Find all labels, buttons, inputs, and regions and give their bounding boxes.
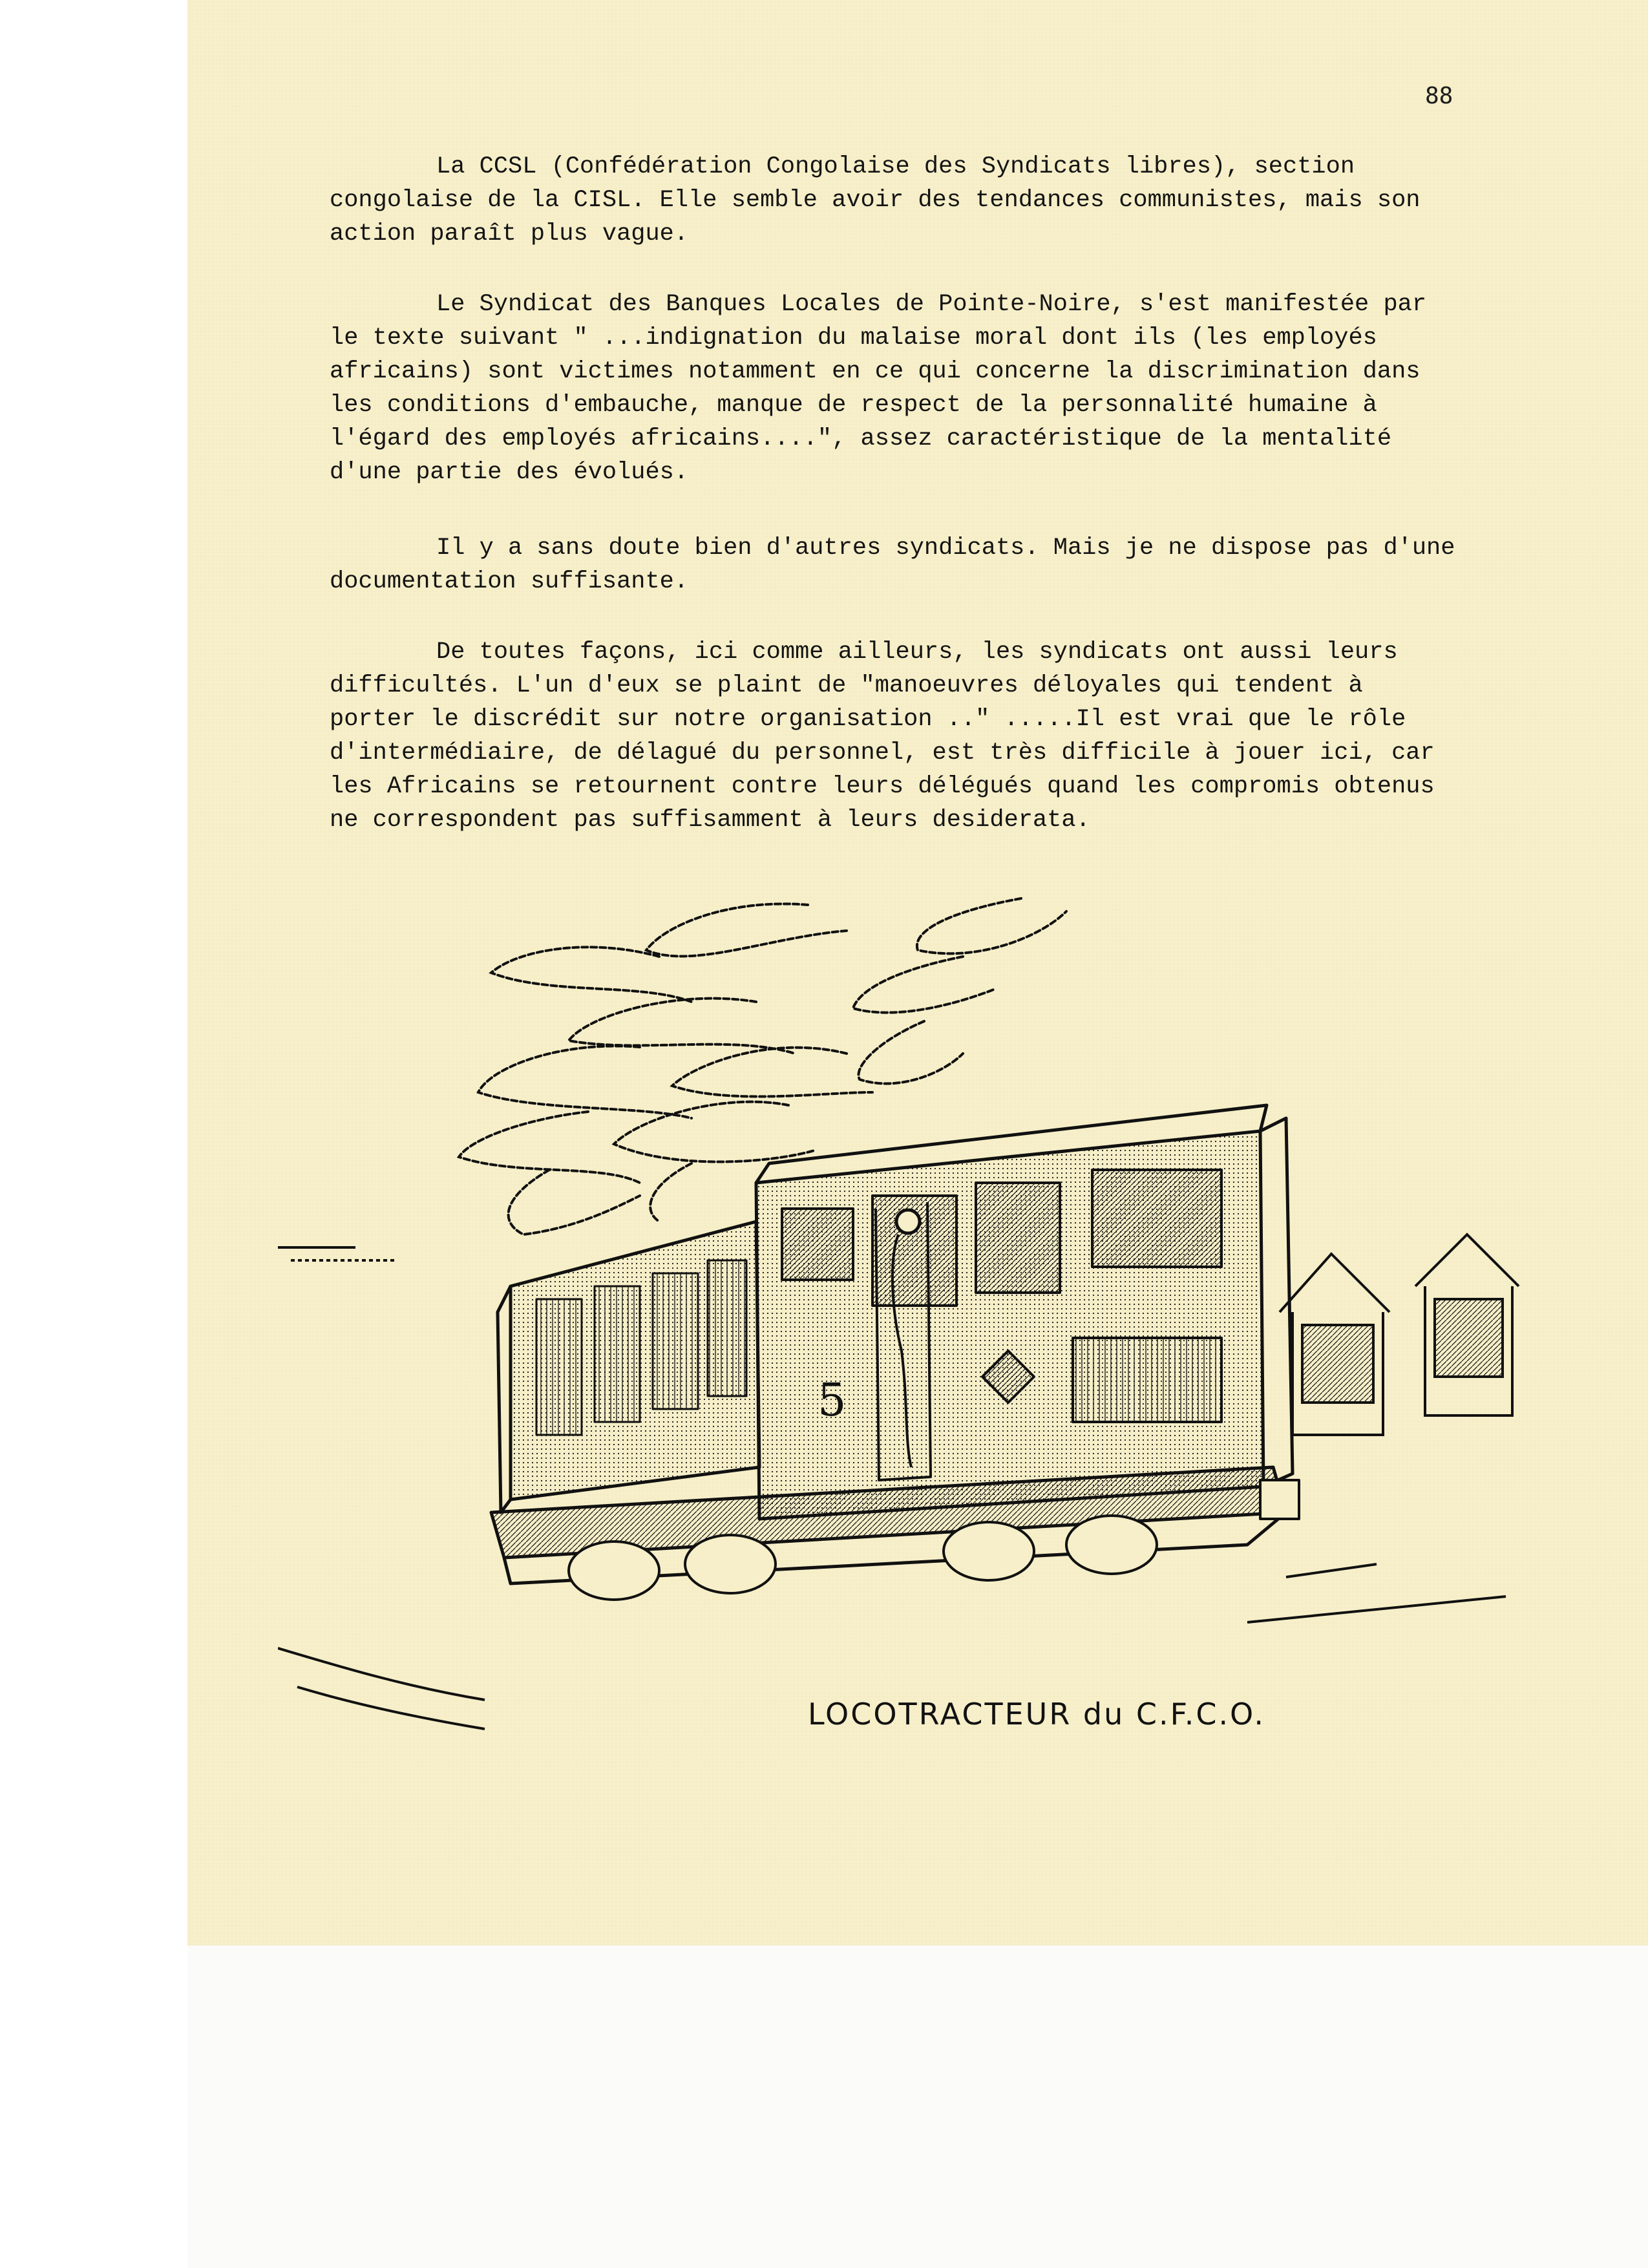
text-line: ne correspondent pas suffisamment à leurs desiderata. (330, 807, 1090, 834)
text-line: La CCSL (Confédération Congolaise des Syndicats libres), section (436, 153, 1355, 180)
paragraph-autres-syndicats (330, 531, 1512, 599)
locomotive-number: 5 (818, 1373, 847, 1426)
hut-left (1280, 1254, 1389, 1435)
text-line: Le Syndicat des Banques Locales de Pointe-Noire, s'est manifestée par (436, 291, 1427, 318)
paragraph-difficultes (330, 635, 1512, 837)
text-line: africains) sont victimes notamment en ce qui concerne la discrimination dans (330, 358, 1421, 385)
text-line: les conditions d'embauche, manque de respect de la personnalité humaine à (330, 392, 1377, 419)
paragraph-syndicat-banques (330, 288, 1512, 489)
text-line: Il y a sans doute bien d'autres syndicats. Mais je ne dispose pas d'une (436, 535, 1455, 562)
text-line: le texte suivant " ...indignation du malaise moral dont ils (les employés (330, 324, 1377, 352)
locomotive-body (491, 1105, 1299, 1600)
text-line: les Africains se retournent contre leurs délégués quand les compromis obtenus (330, 773, 1435, 800)
scan-margin (0, 0, 187, 2268)
text-line: d'intermédiaire, de délagué du personnel, est très difficile à jouer ici, car (330, 739, 1435, 767)
text-line: documentation suffisante. (330, 568, 689, 595)
scan-background (187, 1945, 1648, 2268)
locomotive-illustration (278, 860, 1583, 1765)
text-line: porter le discrédit sur notre organisation .." .....Il est vrai que le rôle (330, 706, 1406, 733)
page-number: 88 (1425, 83, 1453, 109)
text-line: l'égard des employés africains....", assez caractéristique de la mentalité (330, 425, 1392, 452)
text-line: action paraît plus vague. (330, 220, 689, 248)
paragraph-ccsl (330, 150, 1512, 251)
text-line: De toutes façons, ici comme ailleurs, les syndicats ont aussi leurs (436, 639, 1398, 666)
illustration-caption: LOCOTRACTEUR du C.F.C.O. (808, 1697, 1266, 1732)
text-line: d'une partie des évolués. (330, 459, 689, 486)
text-line: congolaise de la CISL. Elle semble avoir des tendances communistes, mais son (330, 187, 1421, 214)
text-line: difficultés. L'un d'eux se plaint de "manoeuvres déloyales qui tendent à (330, 672, 1363, 699)
hut-right (1415, 1235, 1519, 1415)
